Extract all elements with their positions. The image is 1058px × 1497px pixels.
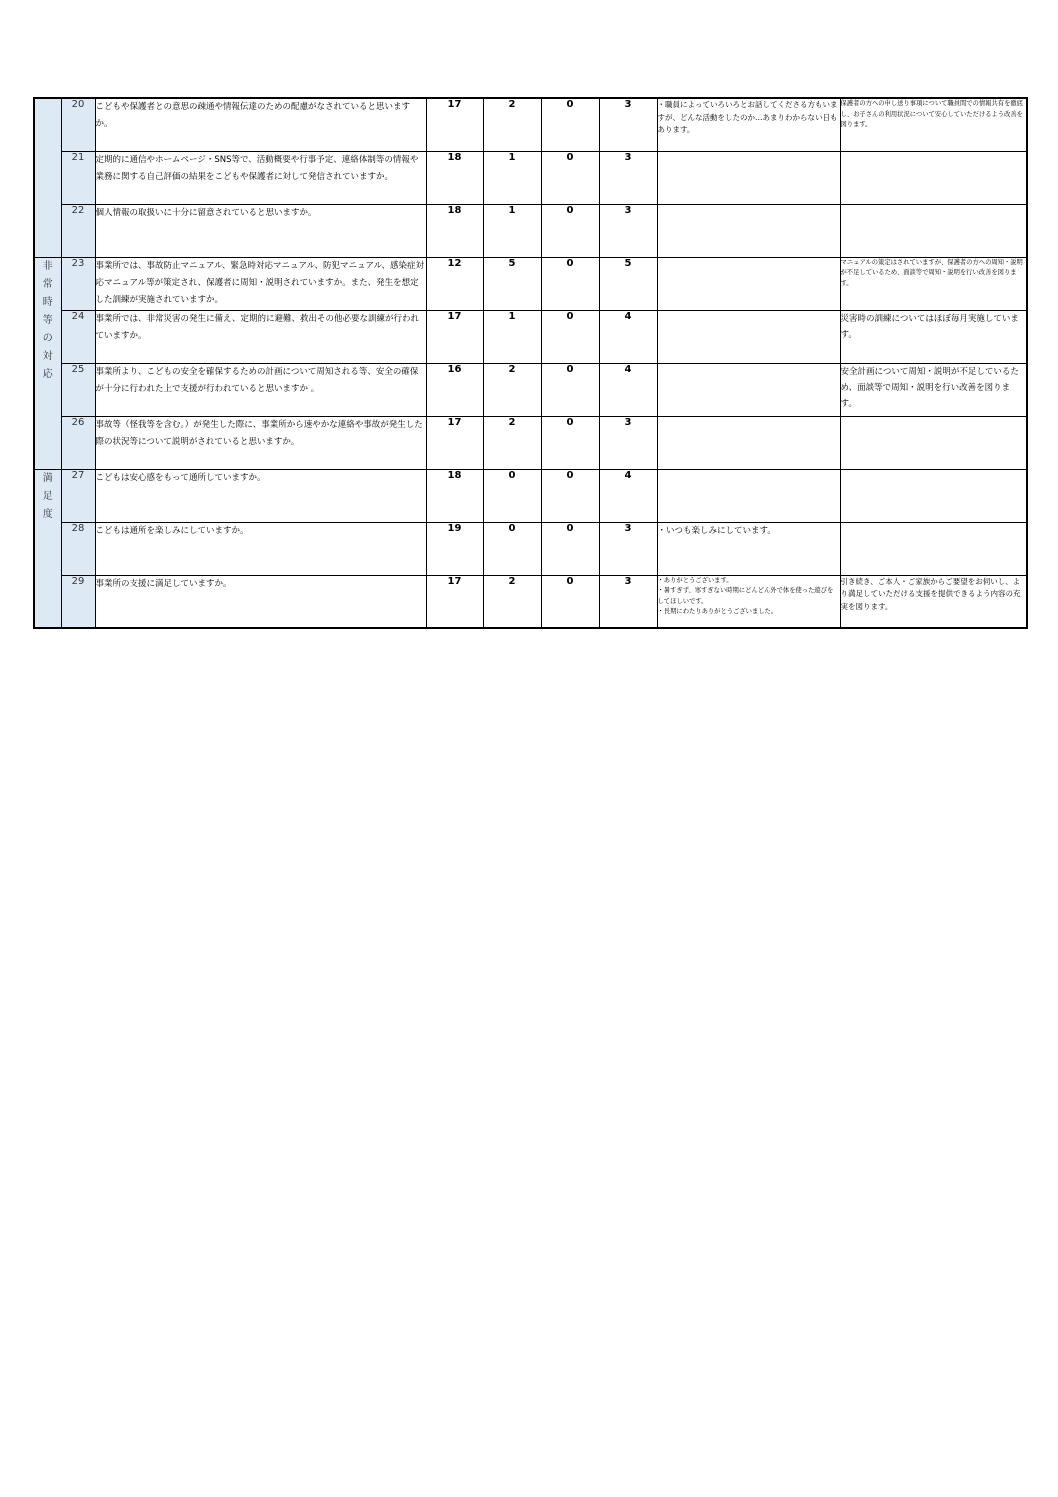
category-cell [34, 257, 61, 469]
count-no: 0 [541, 363, 599, 416]
count-yes: 19 [426, 522, 483, 575]
category-cell [34, 469, 61, 628]
question-number: 23 [61, 257, 95, 310]
count-somewhat: 2 [483, 575, 541, 628]
parent-comment [657, 151, 840, 204]
question-text: 事故等（怪我等を含む。）が発生した際に、事業所から速やかな連絡や事故が発生した際の状況等について説明がされていると思いますか。 [95, 416, 426, 469]
question-text: 事業所より、こどもの安全を確保するための計画について周知される等、安全の確保が十分に行われた上で支援が行われていると思いますか 。 [95, 363, 426, 416]
parent-comment [657, 416, 840, 469]
count-no: 0 [541, 204, 599, 257]
count-no: 0 [541, 575, 599, 628]
count-unknown: 4 [599, 363, 657, 416]
parent-comment [657, 469, 840, 522]
table-row [34, 363, 1027, 416]
table-row [34, 310, 1027, 363]
parent-comment [657, 257, 840, 310]
question-number: 26 [61, 416, 95, 469]
question-text: 個人情報の取扱いに十分に留意されていると思いますか。 [95, 204, 426, 257]
table-row [34, 416, 1027, 469]
count-no: 0 [541, 310, 599, 363]
parent-comment [657, 310, 840, 363]
question-text: 事業所の支援に満足していますか。 [95, 575, 426, 628]
count-somewhat: 1 [483, 310, 541, 363]
count-unknown: 3 [599, 575, 657, 628]
question-number: 24 [61, 310, 95, 363]
count-yes: 18 [426, 469, 483, 522]
count-somewhat: 2 [483, 363, 541, 416]
count-somewhat: 0 [483, 469, 541, 522]
count-no: 0 [541, 469, 599, 522]
count-yes: 18 [426, 204, 483, 257]
count-no: 0 [541, 522, 599, 575]
survey-table [33, 97, 1028, 629]
question-number: 28 [61, 522, 95, 575]
count-yes: 18 [426, 151, 483, 204]
facility-response: 安全計画について周知・説明が不足しているため、面談等で周知・説明を行い改善を図ります。 [840, 363, 1027, 416]
count-unknown: 3 [599, 416, 657, 469]
count-unknown: 3 [599, 204, 657, 257]
facility-response [840, 416, 1027, 469]
question-text: こどもや保護者との意思の疎通や情報伝達のための配慮がなされていると思いますか。 [95, 98, 426, 151]
table-row [34, 469, 1027, 522]
count-yes: 12 [426, 257, 483, 310]
question-text: 事業所では、事故防止マニュアル、緊急時対応マニュアル、防犯マニュアル、感染症対応マニュアル等が策定され、保護者に周知・説明されていますか。また、発生を想定した訓練が実施されていますか。 [95, 257, 426, 310]
category-label: 非常時等の対応 [42, 260, 53, 380]
table-row [34, 204, 1027, 257]
question-number: 27 [61, 469, 95, 522]
parent-comment: ・ありがとうございます。 ・暑すぎず、寒すぎない時期にどんどん外で体を使った遊びをしてほしいです。 ・長期にわたりありがとうございました。 [657, 575, 840, 628]
question-text: こどもは安心感をもって通所していますか。 [95, 469, 426, 522]
count-somewhat: 0 [483, 522, 541, 575]
table-row [34, 575, 1027, 628]
facility-response [840, 522, 1027, 575]
facility-response: 保護者の方への申し送り事項について職員間での情報共有を徹底し、お子さんの利用状況について安心していただけるよう改善を図ります。 [840, 98, 1027, 151]
count-somewhat: 2 [483, 416, 541, 469]
count-unknown: 4 [599, 469, 657, 522]
parent-comment [657, 363, 840, 416]
count-somewhat: 1 [483, 204, 541, 257]
parent-comment: ・職員によっていろいろとお話してくださる方もいますが、どんな活動をしたのか…あまりわからない日もあります。 [657, 98, 840, 151]
facility-response: 引き続き、ご本人・ご家族からご要望をお伺いし、より満足していただける支援を提供できるよう内容の充実を図ります。 [840, 575, 1027, 628]
count-somewhat: 5 [483, 257, 541, 310]
count-unknown: 3 [599, 522, 657, 575]
count-yes: 16 [426, 363, 483, 416]
question-number: 22 [61, 204, 95, 257]
category-cell [34, 98, 61, 257]
question-number: 21 [61, 151, 95, 204]
count-no: 0 [541, 257, 599, 310]
facility-response [840, 204, 1027, 257]
count-yes: 17 [426, 310, 483, 363]
facility-response: 災害時の訓練についてはほぼ毎月実施しています。 [840, 310, 1027, 363]
count-no: 0 [541, 151, 599, 204]
question-text: 定期的に通信やホームページ・SNS等で、活動概要や行事予定、連絡体制等の情報や業務に関する自己評価の結果をこどもや保護者に対して発信されていますか。 [95, 151, 426, 204]
parent-comment: ・いつも楽しみにしています。 [657, 522, 840, 575]
facility-response [840, 151, 1027, 204]
question-number: 29 [61, 575, 95, 628]
count-somewhat: 2 [483, 98, 541, 151]
category-label: 満足度 [42, 472, 53, 520]
table-row [34, 98, 1027, 151]
count-no: 0 [541, 416, 599, 469]
count-unknown: 3 [599, 98, 657, 151]
facility-response: マニュアルの策定はされていますが、保護者の方への周知・説明が不足しているため、面談等で周知・説明を行い改善を図ります。 [840, 257, 1027, 310]
count-unknown: 4 [599, 310, 657, 363]
facility-response [840, 469, 1027, 522]
count-yes: 17 [426, 98, 483, 151]
count-unknown: 3 [599, 151, 657, 204]
count-somewhat: 1 [483, 151, 541, 204]
question-number: 20 [61, 98, 95, 151]
parent-comment [657, 204, 840, 257]
count-yes: 17 [426, 416, 483, 469]
question-text: 事業所では、非常災害の発生に備え、定期的に避難、救出その他必要な訓練が行われていますか。 [95, 310, 426, 363]
count-yes: 17 [426, 575, 483, 628]
question-number: 25 [61, 363, 95, 416]
question-text: こどもは通所を楽しみにしていますか。 [95, 522, 426, 575]
table-row [34, 151, 1027, 204]
count-unknown: 5 [599, 257, 657, 310]
table-row [34, 522, 1027, 575]
table-row [34, 257, 1027, 310]
count-no: 0 [541, 98, 599, 151]
